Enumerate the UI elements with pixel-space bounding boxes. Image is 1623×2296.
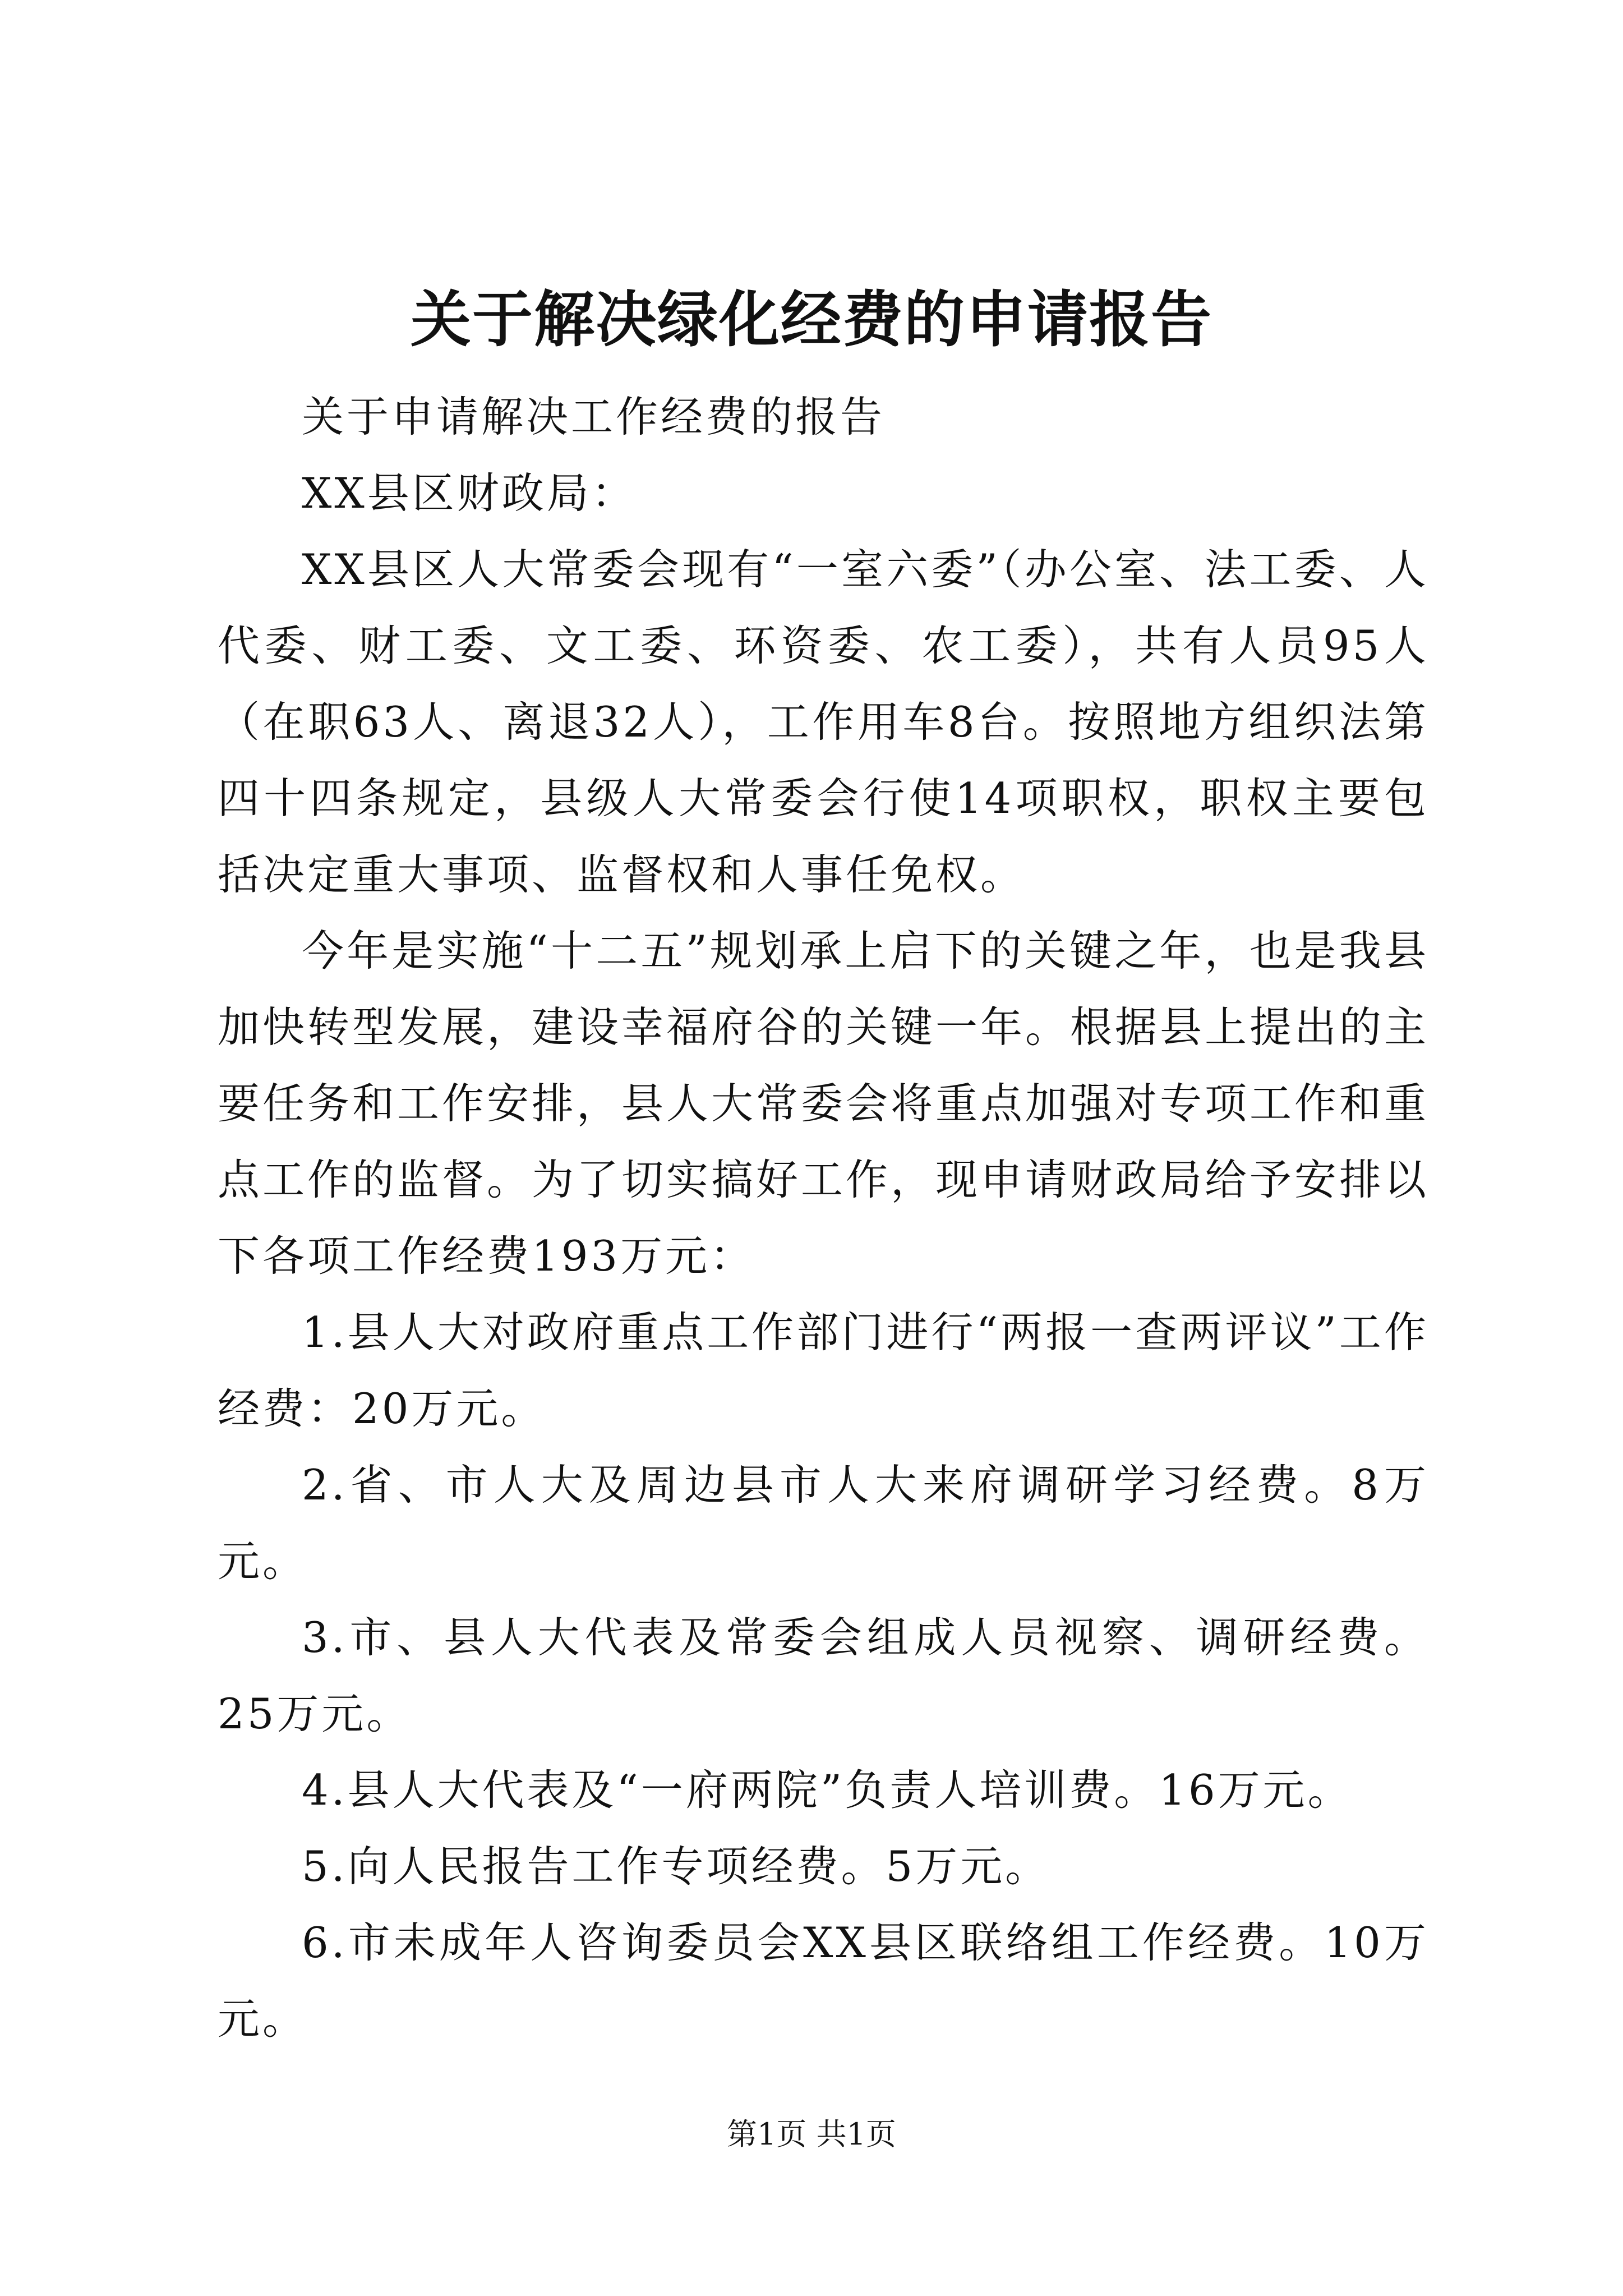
page-footer: 第1页 共1页 (727, 2116, 896, 2152)
funding-item: 3.市、县人大代表及常委会组成人员视察、调研经费。25万元。 (218, 1613, 1429, 1738)
report-subtitle: 关于申请解决工作经费的报告 (302, 392, 886, 441)
body-paragraph: 今年是实施“十二五”规划承上启下的关键之年，也是我县加快转型发展，建设幸福府谷的关键一年。根据县上提出的主要任务和工作安排，县人大常委会将重点加强对专项工作和重点工作的监督。为了切实搞好工作，现申请财政局给予安排以下各项工作经费193万元： (218, 926, 1430, 1281)
funding-item: 4.县人大代表及“一府两院”负责人培训费。16万元。 (302, 1765, 1353, 1815)
document-body (218, 379, 1429, 2057)
funding-item: 6.市未成年人咨询委员会XX县区联络组工作经费。10万元。 (218, 1918, 1429, 2044)
funding-item: 5.向人民报告工作专项经费。5万元。 (302, 1842, 1050, 1891)
funding-item: 2.省、市人大及周边县市人大来府调研学习经费。8万元。 (218, 1460, 1429, 1586)
document-title: 关于解决绿化经费的申请报告 (410, 284, 1212, 355)
addressee: XX县区财政局： (302, 468, 637, 518)
body-paragraph: XX县区人大常委会现有“一室六委”（办公室、法工委、人代委、财工委、文工委、环资委、农工委），共有人员95人（在职63人、离退32人），工作用车8台。按照地方组织法第四十四条规定，县级人大常委会行使14项职权，职权主要包括决定重大事项、监督权和人事任免权。 (218, 545, 1429, 899)
funding-item: 1.县人大对政府重点工作部门进行“两报一查两评议”工作经费：20万元。 (218, 1308, 1429, 1433)
